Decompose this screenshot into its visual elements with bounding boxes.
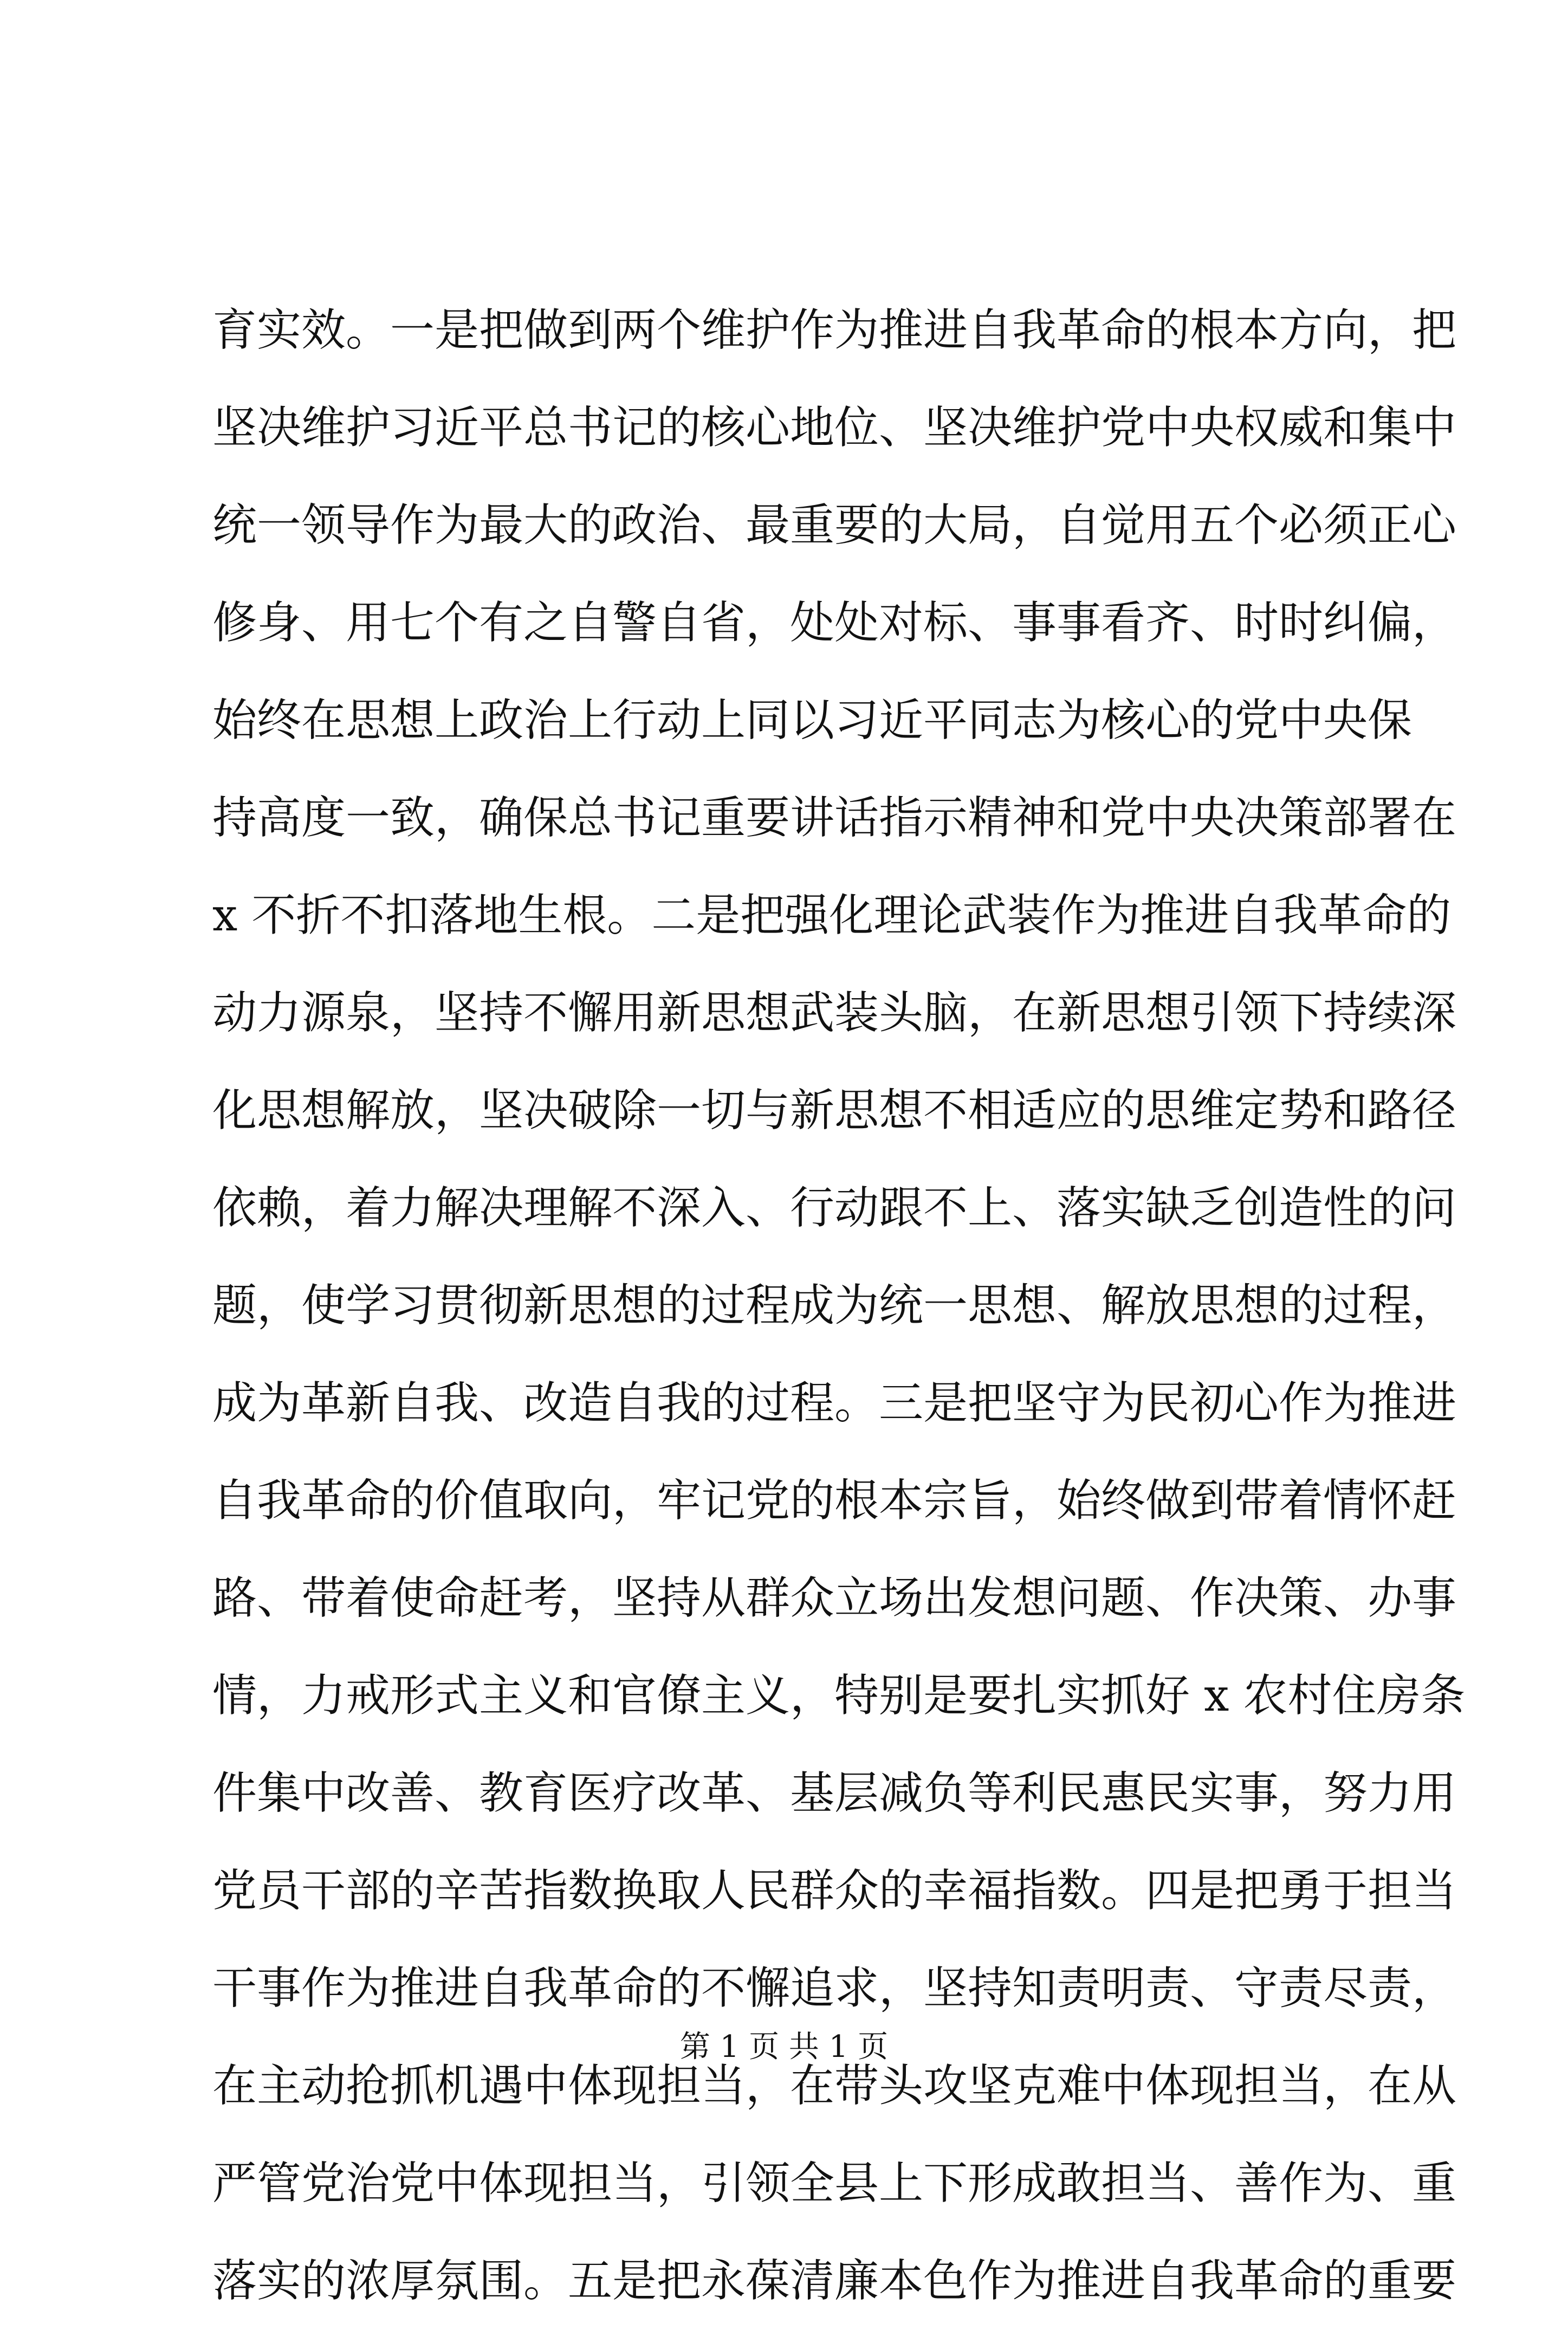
page-footer	[0, 2025, 1568, 2069]
text-line: x 不折不扣落地生根。二是把强化理论武装作为推进自我革命的	[212, 890, 1452, 941]
text-line: 育实效。一是把做到两个维护作为推进自我革命的根本方向，把	[212, 305, 1457, 356]
text-line: 始终在思想上政治上行动上同以习近平同志为核心的党中央保	[212, 695, 1413, 746]
text-line: 严管党治党中体现担当，引领全县上下形成敢担当、善作为、重	[212, 2158, 1457, 2209]
text-line: 动力源泉，坚持不懈用新思想武装头脑，在新思想引领下持续深	[212, 987, 1457, 1039]
text-line: 持高度一致，确保总书记重要讲话指示精神和党中央决策部署在	[212, 792, 1457, 844]
text-line: 在主动抢抓机遇中体现担当，在带头攻坚克难中体现担当，在从	[212, 2060, 1457, 2112]
text-line: 干事作为推进自我革命的不懈追求，坚持知责明责、守责尽责，	[212, 1963, 1457, 2014]
text-line: 坚决维护习近平总书记的核心地位、坚决维护党中央权威和集中	[212, 402, 1457, 454]
text-line: 落实的浓厚氛围。五是把永葆清廉本色作为推进自我革命的重要	[212, 2255, 1457, 2307]
text-line: 依赖，着力解决理解不深入、行动跟不上、落实缺乏创造性的问	[212, 1182, 1457, 1234]
text-line: 党员干部的辛苦指数换取人民群众的幸福指数。四是把勇于担当	[212, 1865, 1457, 1917]
text-line: 自我革命的价值取向，牢记党的根本宗旨，始终做到带着情怀赶	[212, 1475, 1457, 1526]
text-line: 成为革新自我、改造自我的过程。三是把坚守为民初心作为推进	[212, 1377, 1457, 1429]
body-text	[212, 282, 1466, 2330]
text-line: 件集中改善、教育医疗改革、基层减负等利民惠民实事，努力用	[212, 1768, 1457, 1819]
text-line: 修身、用七个有之自警自省，处处对标、事事看齐、时时纠偏，	[212, 597, 1457, 649]
text-line: 情，力戒形式主义和官僚主义，特别是要扎实抓好 x 农村住房条	[212, 1670, 1466, 1721]
text-line: 统一领导作为最大的政治、最重要的大局，自觉用五个必须正心	[212, 500, 1457, 551]
text-line: 化思想解放，坚决破除一切与新思想不相适应的思维定势和路径	[212, 1085, 1457, 1136]
text-line: 题，使学习贯彻新思想的过程成为统一思想、解放思想的过程，	[212, 1280, 1457, 1331]
text-line: 路、带着使命赶考，坚持从群众立场出发想问题、作决策、办事	[212, 1572, 1457, 1624]
page-number-label: 第 1 页 共 1 页	[679, 2029, 889, 2064]
